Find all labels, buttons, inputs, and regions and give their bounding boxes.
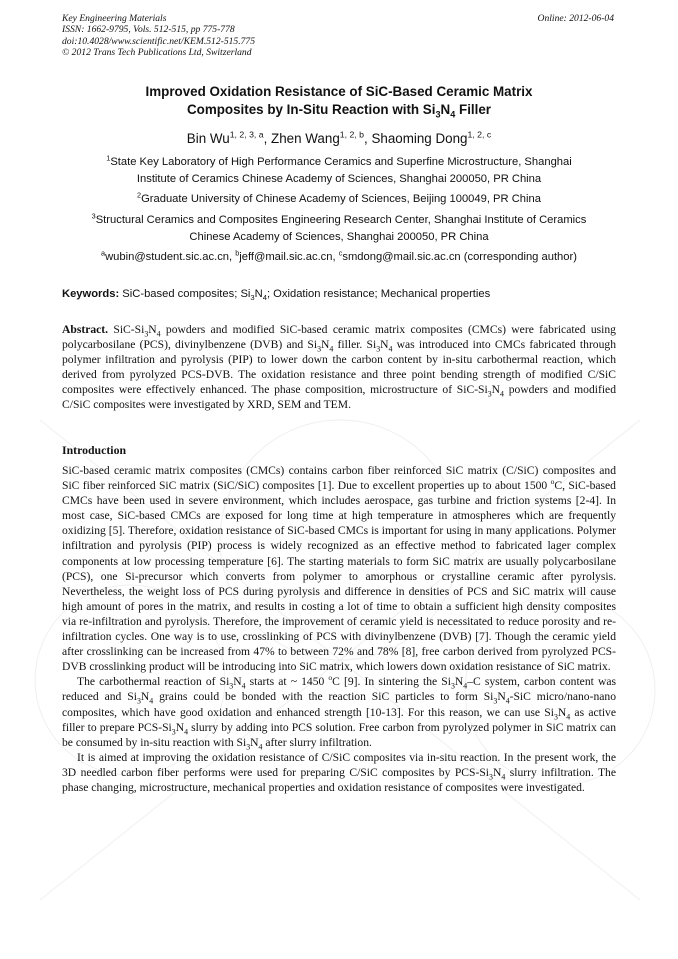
- online-date: Online: 2012-06-04: [537, 13, 614, 24]
- intro-paragraph-3: It is aimed at improving the oxidation resistance of C/SiC composites via in-situ reaction. In the present work, the 3D needled carbon fiber performs were used for preparing C/SiC composites by PCS-$Si_3N_4$ slurry infiltration. The phase changing, microstructure, mechanical properties and oxidation resistance of composites were investigated.: [62, 750, 616, 794]
- intro-paragraph-2: The carbothermal reaction of $Si_3N_4$ starts at ~ 1450 $^o$C [9]. In sintering the $Si_3N_4-C$ system, carbon content was reduced and $Si_3N_4$ grains could be bonded with the reaction SiC particles to form $Si_3N_4$-SiC micro/nano-nano composites, which have good oxidation and enhanced strength [10-13]. For this reason, we can use $Si_3N_4$ as active filler to prepare PCS-$Si_3N_4$ slurry by adding into PCS solution. Free carbon from pyrolyzed polymer in SiC matrix can be consumed by in-situ reaction with $Si_3N_4$ after slurry infiltration.: [62, 673, 617, 751]
- title-line-2: Composites by In-Situ Reaction with $Si_3N_4$ Filler: [186, 102, 492, 120]
- email-link-b[interactable]: jeff@mail.sic.ac.cn,: [239, 251, 339, 263]
- journal-name: Key Engineering Materials: [62, 13, 167, 24]
- title-line-1: Improved Oxidation Resistance of SiC-Based Ceramic Matrix: [145, 84, 533, 99]
- author-3: Shaoming Dong: [371, 131, 468, 146]
- author-list: Bin Wu$^{1, 2, 3, a}$, Zhen Wang$^{1, 2, b}$, Shaoming Dong$^{1, 2, c}$: [186, 129, 492, 146]
- keywords-line: Keywords: SiC-based composites; $Si_3N_4$; Oxidation resistance; Mechanical properties: [62, 288, 491, 303]
- abstract-paragraph: Abstract. SiC-$Si_3N_4$ powders and modified SiC-based ceramic matrix composites (CMCs) were fabricated using polycarbosilane (PCS), divinylbenzene (DVB) and $Si_3N_4$ filler. $Si_3N_4$ was introduced into CMCs fabricated through polymer infiltration and pyrolysis (PIP) to lower down the carbon content by in-situ carbothermal reaction, which derived from pyrolyzed PCS-DVB. The oxidation resistance and three point bending strength of modified C/SiC composites were effectively enhanced. The phase composition, microstructure of SiC-$Si_3N_4$ powders and modified C/SiC composites were investigated by XRD, SEM and TEM.: [62, 323, 616, 412]
- issn-line: ISSN: 1662-9795, Vols. 512-515, pp 775-778: [62, 24, 235, 36]
- doi-line: doi:10.4028/www.scientific.net/KEM.512-515.775: [62, 35, 256, 47]
- paper-title: [62, 83, 616, 119]
- copyright-line: © 2012 Trans Tech Publications Ltd, Switzerland: [62, 47, 252, 59]
- author-2: Zhen Wang: [271, 131, 340, 146]
- email-link-a[interactable]: wubin@student.sic.ac.cn,: [105, 251, 236, 263]
- intro-paragraph-1: SiC-based ceramic matrix composites (CMCs) contains carbon fiber reinforced SiC matrix (C/SiC) composites and SiC fiber reinforced SiC matrix (SiC/SiC) composites [1]. Due to excellent properties up to about 1500 $^o$C, SiC-based CMCs have been used in severe environment, which includes aerospace, gas turbine and friction systems [2-4]. In most case, SiC-based CMCs are exposed for long time at high temperature in atmospheres which are frequently oxidizing [5]. Therefore, oxidation resistance of SiC-based CMCs is important for using in many applications. Polymer infiltration and pyrolysis (PIP) process is widely recognized as an effective method to fabricated lager complex components at low processing temperature [6]. The starting materials to form SiC matrix are usually polycarbosilane (PCS), one Si-precursor which converts from polymer to amorphous or crystalline ceramic after pyrolysis. Nevertheless, the weight loss of PCS during pyrolysis and difference in densities of PCS and SiC matrix will cause high amount of pores in the matrix, and results in costing a lot of time to obtain a sufficient high density composites via re-infiltration and pyrolysis. Therefore, the improvement of ceramic yield is necessitated to reduce porosity and re-infiltration cycles. One way is to use, crosslinking of PCS with divinylbenzene (DVB) [7]. Though the ceramic yield after crosslinking can be increased from 47% to between 72% and 78% [8], free carbon derived from pyrolyzed PCS-DVB crosslinking product will be introducing into SiC matrix, which lowers down oxidation resistance of SiC matrix.: [62, 464, 616, 674]
- affiliation-2: $^2$Graduate University of Chinese Academy of Sciences, Beijing 100049, PR China: [137, 190, 541, 205]
- keywords-label: Keywords:: [62, 288, 120, 300]
- author-1: Bin Wu: [186, 131, 230, 146]
- affiliation-1: $^1$State Key Laboratory of High Performance Ceramics and Superfine Microstructure, Shanghai Institute of Ceramics Chinese Academy of Sciences, Shanghai 200050, PR China: [106, 153, 572, 185]
- email-line: $^a$wubin@student.sic.ac.cn, $^b$jeff@mail.sic.ac.cn, $^c$smdong@mail.sic.ac.cn (corresponding author): [101, 248, 577, 263]
- affiliation-3: $^3$Structural Ceramics and Composites Engineering Research Center, Shanghai Institute of Ceramics Chinese Academy of Sciences, Shanghai 200050, PR China: [91, 211, 587, 243]
- journal-header: [62, 13, 255, 59]
- introduction-body: [62, 463, 616, 795]
- section-heading-introduction: Introduction: [62, 443, 127, 457]
- email-link-c[interactable]: smdong@mail.sic.ac.cn (corresponding author): [342, 251, 577, 263]
- abstract-label: Abstract.: [62, 323, 109, 336]
